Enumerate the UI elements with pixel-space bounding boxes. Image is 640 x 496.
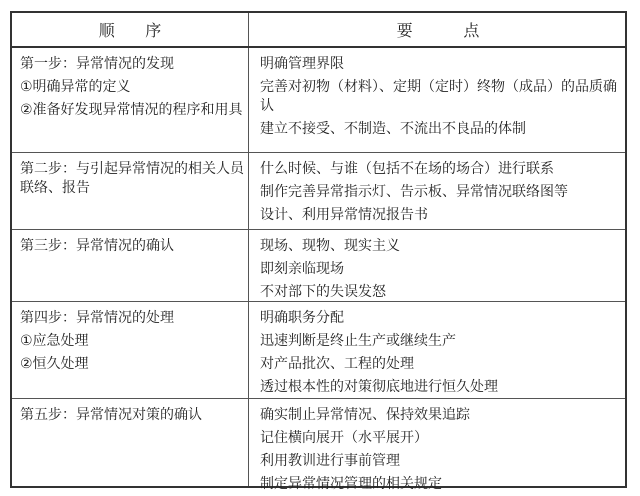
point-item: 即刻亲临现场 bbox=[260, 261, 344, 277]
row-step-cell bbox=[20, 302, 244, 397]
step-title: 第一步：异常情况的发现 bbox=[20, 56, 174, 72]
point-item: 明确职务分配 bbox=[260, 310, 344, 326]
row-points-cell bbox=[260, 230, 622, 301]
point-item: 记住横向展开（水平展开） bbox=[260, 430, 428, 446]
step-subitem: ②准备好发现异常情况的程序和用具 bbox=[20, 102, 243, 118]
row-step-cell bbox=[20, 399, 244, 487]
row-points-cell bbox=[260, 399, 622, 492]
table-row bbox=[12, 48, 625, 151]
row-points-cell bbox=[260, 48, 622, 151]
row-step-cell bbox=[20, 153, 244, 229]
table-row bbox=[12, 230, 625, 301]
row-step-cell bbox=[20, 230, 244, 301]
point-item: 设计、利用异常情况报告书 bbox=[260, 207, 428, 223]
point-item: 利用教训进行事前管理 bbox=[260, 453, 400, 469]
point-item: 什么时候、与谁（包括不在场的场合）进行联系 bbox=[260, 161, 554, 177]
header-order bbox=[12, 13, 248, 46]
point-item: 对产品批次、工程的处理 bbox=[260, 356, 414, 372]
table-row bbox=[12, 302, 625, 397]
point-item: 明确管理界限 bbox=[260, 56, 344, 72]
header-order-label: 顺 序 bbox=[98, 21, 162, 40]
procedure-table bbox=[10, 11, 627, 492]
step-title: 第三步：异常情况的确认 bbox=[20, 238, 174, 254]
step-title: 第二步：与引起异常情况的相关人员联络、报告 bbox=[20, 161, 244, 196]
point-item: 透过根本性的对策彻底地进行恒久处理 bbox=[260, 379, 498, 395]
step-subitem: ①应急处理 bbox=[20, 333, 89, 349]
step-subitem: ①明确异常的定义 bbox=[20, 79, 131, 95]
step-subitem: ②恒久处理 bbox=[20, 356, 89, 372]
header-points bbox=[249, 13, 627, 46]
point-item: 完善对初物（材料）、定期（定时）终物（成品）的品质确认 bbox=[260, 79, 617, 114]
row-points-cell bbox=[260, 302, 622, 397]
point-item: 迅速判断是终止生产或继续生产 bbox=[260, 333, 456, 349]
row-points-cell bbox=[260, 153, 622, 229]
row-step-cell bbox=[20, 48, 244, 151]
point-item: 现场、现物、现实主义 bbox=[260, 238, 400, 254]
point-item: 不对部下的失误发怒 bbox=[260, 284, 386, 300]
point-item: 制作完善异常指示灯、告示板、异常情况联络图等 bbox=[260, 184, 568, 200]
step-title: 第四步：异常情况的处理 bbox=[20, 310, 174, 326]
point-item: 建立不接受、不制造、不流出不良品的体制 bbox=[260, 121, 526, 137]
step-title: 第五步：异常情况对策的确认 bbox=[20, 407, 202, 423]
table-row bbox=[12, 399, 625, 492]
point-item: 制定异常情况管理的相关规定 bbox=[260, 476, 442, 492]
table-row bbox=[12, 153, 625, 229]
point-item: 确实制止异常情况、保持效果追踪 bbox=[260, 407, 470, 423]
header-points-label: 要 点 bbox=[396, 21, 480, 40]
